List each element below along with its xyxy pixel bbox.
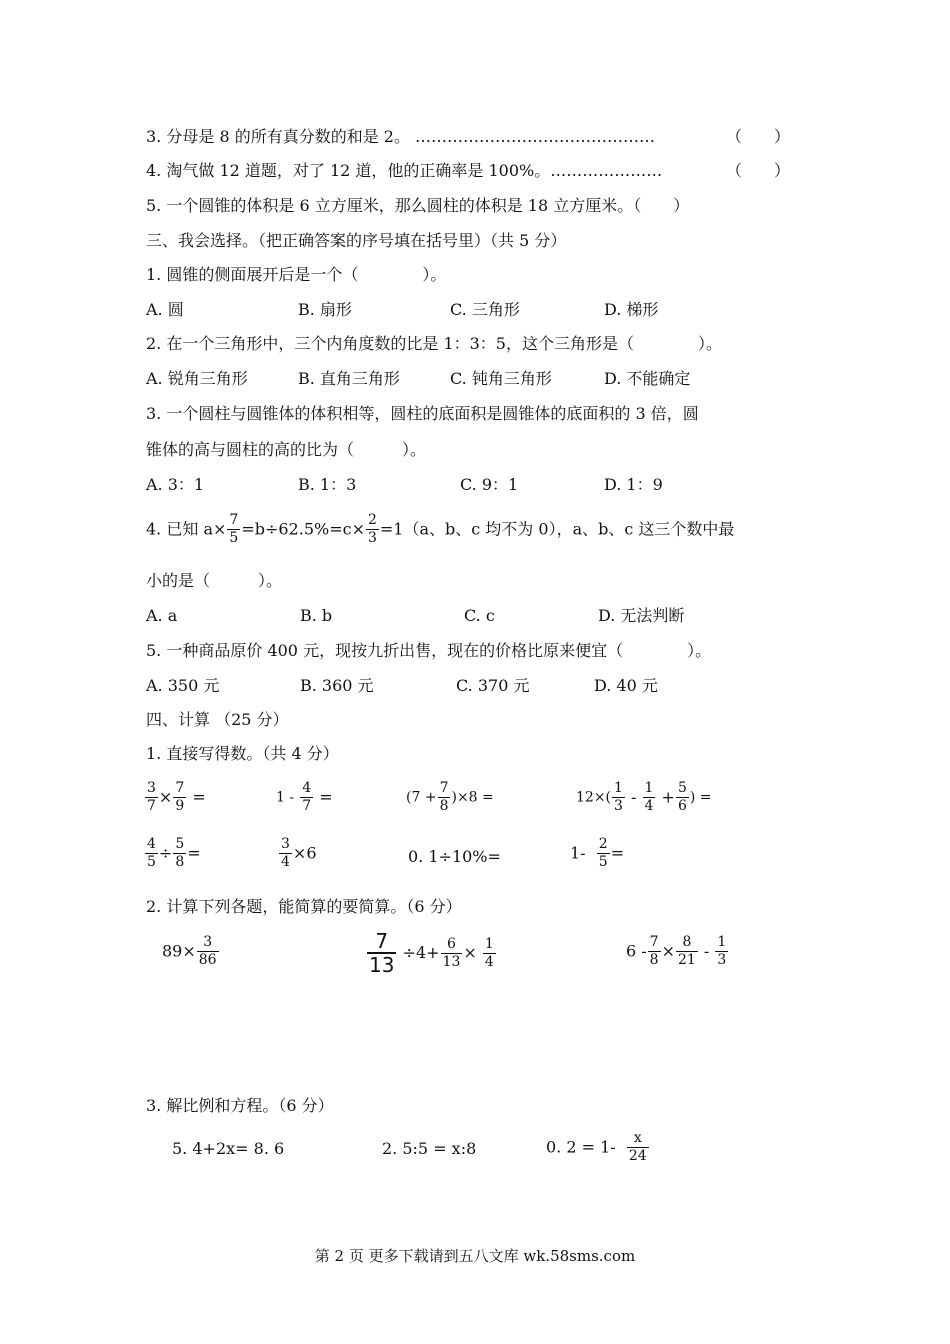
fraction: $\frac{2}{3}$ [367, 512, 377, 546]
answer-paren-4: （ ） [726, 161, 791, 180]
page-footer: 第 2 页 更多下载请到五八文库 wk.58sms.com [314, 1247, 636, 1265]
q1-option-c: C. 三角形 [450, 300, 520, 319]
choice-q4-line1: 4. 已知 a× $\frac{7}{5}$ =b÷62.5%=c× $\frac{2}{3}$ =1（a、b、c 均不为 0），a、b、c 这三个数中最 [146, 512, 735, 546]
choice-q3-line1: 3. 一个圆柱与圆锥体的体积相等，圆柱的底面积是圆锥体的底面积的 3 倍，圆 [146, 404, 699, 423]
compute-expression-2: $\frac{7}{13}$ ÷4+ $\frac{6}{13}$ × $\frac{1}{4}$ [369, 929, 494, 977]
section-4-title: 四、计算 （25 分） [146, 710, 289, 729]
choice-q1: 1. 圆锥的侧面展开后是一个（ ）。 [146, 265, 447, 284]
calc-expression-5: $\frac{4}{5}$ ÷ $\frac{5}{8}$ = [147, 836, 201, 870]
calc-expression-7: 0. 1÷10%= [408, 847, 501, 866]
compute-expression-1: 89× $\frac{3}{86}$ [162, 934, 217, 968]
part-2-title: 2. 计算下列各题，能简算的要简算。（6 分） [146, 897, 462, 916]
q2-option-c: C. 钝角三角形 [450, 369, 552, 388]
q1-option-d: D. 梯形 [604, 300, 659, 319]
part-1-title: 1. 直接写得数。（共 4 分） [146, 744, 339, 763]
q5-option-d: D. 40 元 [594, 676, 658, 695]
judge-item-4: 4. 淘气做 12 道题，对了 12 道，他的正确率是 100%。………………… [146, 161, 663, 180]
calc-expression-4: 12×( $\frac{1}{3}$ - $\frac{1}{4}$ + $\frac{5}{6}$ ) = [576, 780, 712, 814]
q2-option-a: A. 锐角三角形 [146, 369, 248, 388]
q4-option-d: D. 无法判断 [598, 606, 685, 625]
calc-expression-2: 1 - $\frac{4}{7}$ = [276, 780, 333, 814]
choice-q5: 5. 一种商品原价 400 元，现按九折出售，现在的价格比原来便宜（ ）。 [146, 641, 712, 660]
compute-expression-3: 6 - $\frac{7}{8}$ × $\frac{8}{21}$ - $\frac{1}{3}$ [626, 934, 727, 968]
answer-paren-3: （ ） [726, 127, 791, 146]
judge-item-5: 5. 一个圆锥的体积是 6 立方厘米，那么圆柱的体积是 18 立方厘米。（ ） [146, 196, 690, 215]
calc-expression-8: 1- $\frac{2}{5}$ = [570, 836, 625, 870]
equation-3: 0. 2 = 1- $\frac{x}{24}$ [546, 1130, 647, 1164]
equation-2: 2. 5:5 = x:8 [382, 1139, 477, 1158]
q5-option-a: A. 350 元 [146, 676, 220, 695]
section-3-title: 三、我会选择。（把正确答案的序号填在括号里）（共 5 分） [146, 231, 567, 250]
choice-q3-line2: 锥体的高与圆柱的高的比为（ ）。 [146, 440, 427, 459]
choice-q2: 2. 在一个三角形中，三个内角度数的比是 1：3：5，这个三角形是（ ）。 [146, 334, 722, 353]
calc-expression-1: $\frac{3}{7}$ × $\frac{7}{9}$ = [147, 780, 206, 814]
q4-option-c: C. c [464, 606, 495, 625]
q5-option-b: B. 360 元 [300, 676, 374, 695]
q3-option-c: C. 9：1 [460, 475, 519, 494]
q1-option-a: A. 圆 [146, 300, 184, 319]
part-3-title: 3. 解比例和方程。（6 分） [146, 1096, 334, 1115]
q3-option-d: D. 1：9 [604, 475, 663, 494]
calc-expression-6: $\frac{3}{4}$ ×6 [281, 836, 317, 870]
q4-option-a: A. a [146, 606, 178, 625]
q2-option-b: B. 直角三角形 [298, 369, 400, 388]
q3-option-a: A. 3：1 [146, 475, 205, 494]
calc-expression-3: (7 + $\frac{7}{8}$ )×8 = [406, 780, 494, 814]
q4-option-b: B. b [300, 606, 333, 625]
q5-option-c: C. 370 元 [456, 676, 530, 695]
q1-option-b: B. 扇形 [298, 300, 352, 319]
choice-q4-line2: 小的是（ ）。 [146, 571, 283, 590]
q3-option-b: B. 1：3 [298, 475, 357, 494]
fraction: $\frac{7}{5}$ [229, 512, 239, 546]
equation-1: 5. 4+2x= 8. 6 [172, 1139, 285, 1158]
judge-item-3: 3. 分母是 8 的所有真分数的和是 2。 ……………………………………… [146, 127, 656, 146]
q2-option-d: D. 不能确定 [604, 369, 691, 388]
